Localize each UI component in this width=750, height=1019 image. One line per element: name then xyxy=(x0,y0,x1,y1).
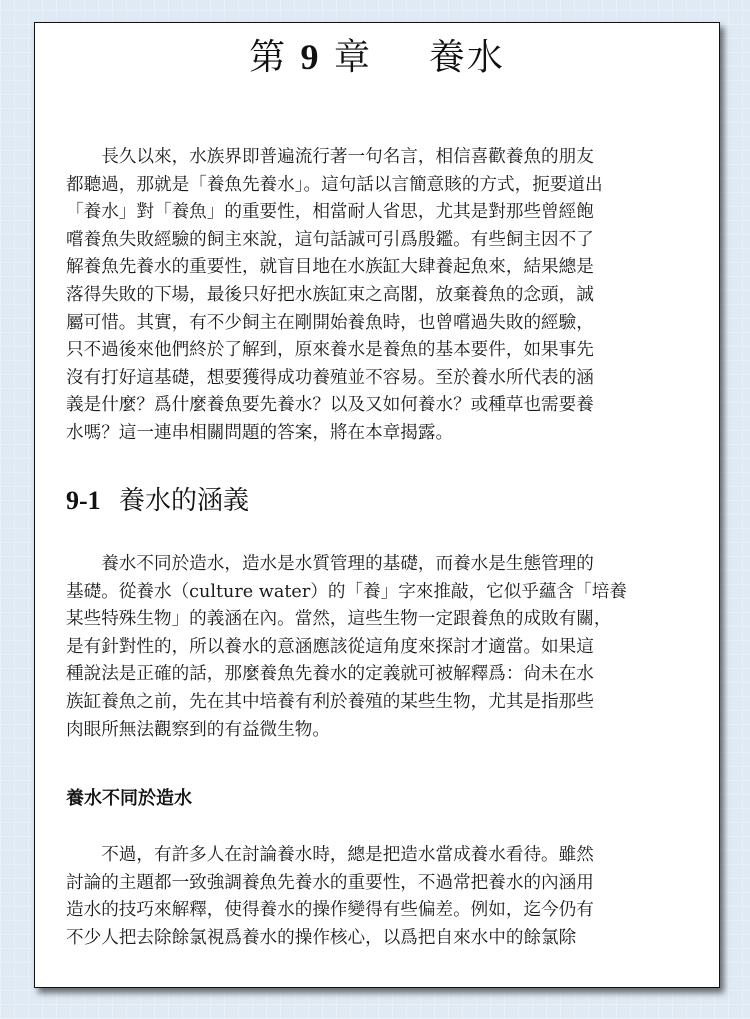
paragraph-line: 只不過後來他們終於了解到，原來養水是養魚的基本要件，如果事先 xyxy=(66,340,594,361)
paragraph-line: 族缸養魚之前，先在其中培養有利於養殖的某些生物，尤其是指那些 xyxy=(66,691,594,712)
paragraph-line: 種說法是正確的話，那麼養魚先養水的定義就可被解釋爲：尙未在水 xyxy=(66,664,594,685)
paragraph-line: 解養魚先養水的重要性，就盲目地在水族缸大肆養起魚來，結果總是 xyxy=(66,257,594,278)
paragraph-line: 養水不同於造水，造水是水質管理的基礎，而養水是生態管理的 xyxy=(101,554,594,574)
paragraph-line: 長久以來，水族界即普遍流行著一句名言，相信喜歡養魚的朋友 xyxy=(101,147,594,167)
section-title: 養水的涵義 xyxy=(118,486,249,516)
chapter-label-post: 章 xyxy=(333,37,372,78)
intro-paragraph xyxy=(66,144,693,448)
paragraph-line: 屬可惜。其實，有不少飼主在剛開始養魚時，也曾嚐過失敗的經驗， xyxy=(66,312,594,333)
paragraph-line: 水嗎？這一連串相關問題的答案，將在本章揭露。 xyxy=(66,422,454,443)
section-heading xyxy=(66,483,249,519)
paragraph-line: 肉眼所無法觀察到的有益微生物。 xyxy=(66,719,330,740)
paragraph-line: 不過，有許多人在討論養水時，總是把造水當成養水看待。雖然 xyxy=(101,845,594,865)
paragraph-line: 是有針對性的，所以養水的意涵應該從這角度來探討才適當。如果這 xyxy=(66,636,594,657)
chapter-title xyxy=(35,33,719,82)
chapter-number: 9 xyxy=(300,37,321,77)
paragraph-line: 「養水」對「養魚」的重要性，相當耐人省思，尤其是對那些曾經飽 xyxy=(66,202,594,223)
paragraph-line: 不少人把去除餘氯視爲養水的操作核心，以爲把自來水中的餘氯除 xyxy=(66,927,577,948)
chapter-label-pre: 第 xyxy=(249,37,288,78)
paragraph-line: 討論的主題都一致強調養魚先養水的重要性，不過常把養水的內涵用 xyxy=(66,872,594,893)
paragraph-line: 某些特殊生物」的義涵在內。當然，這些生物一定跟養魚的成敗有關， xyxy=(66,609,612,630)
paragraph-line: 造水的技巧來解釋，使得養水的操作變得有些偏差。例如，迄今仍有 xyxy=(66,900,594,921)
section-number: 9-1 xyxy=(66,486,101,515)
paragraph-line: 義是什麼？爲什麼養魚要先養水？以及又如何養水？或種草也需要養 xyxy=(66,395,594,416)
paragraph-line: 都聽過，那就是「養魚先養水」。這句話以言簡意賅的方式，扼要道出 xyxy=(66,174,603,195)
book-page xyxy=(34,22,720,988)
paragraph-line: 沒有打好這基礎，想要獲得成功養殖並不容易。至於養水所代表的涵 xyxy=(66,367,594,388)
subsection-paragraph xyxy=(66,842,693,952)
paragraph-line: 落得失敗的下場，最後只好把水族缸束之高閣，放棄養魚的念頭，誠 xyxy=(66,284,594,305)
chapter-name: 養水 xyxy=(428,37,505,78)
subsection-heading: 養水不同於造水 xyxy=(66,788,192,809)
paragraph-line: 基礎。從養水（culture water）的「養」字來推敲，它似乎蘊含「培養 xyxy=(66,581,627,602)
paragraph-line: 嚐養魚失敗經驗的飼主來說，這句話誠可引爲殷鑑。有些飼主因不了 xyxy=(66,229,594,250)
section-paragraph xyxy=(66,551,693,744)
